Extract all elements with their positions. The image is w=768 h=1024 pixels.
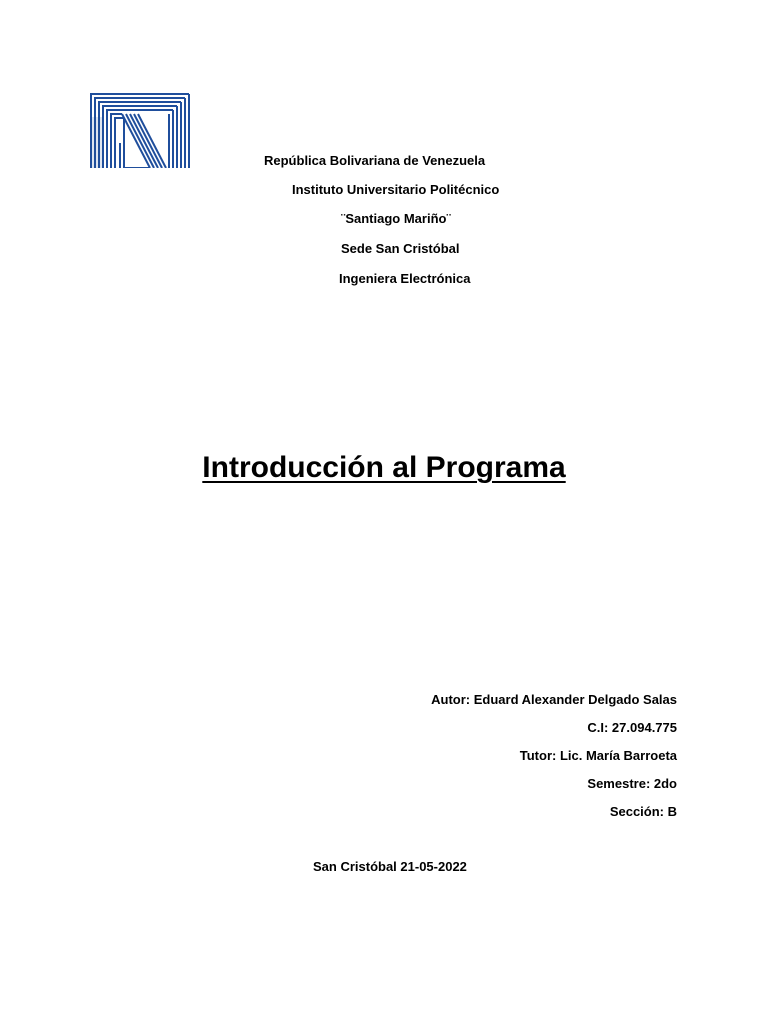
document-title: Introducción al Programa	[202, 451, 566, 484]
header-line-career: Ingeniera Electrónica	[339, 271, 471, 286]
id-number-line: C.I: 27.094.775	[587, 720, 677, 735]
section-line: Sección: B	[609, 804, 677, 819]
tutor-line: Tutor: Lic. María Barroeta	[519, 748, 677, 763]
logo-icon	[90, 93, 191, 168]
header-line-institute-name: ¨Santiago Mariño¨	[341, 211, 451, 226]
header-line-campus: Sede San Cristóbal	[341, 241, 460, 256]
header-line-institute: Instituto Universitario Politécnico	[292, 182, 500, 197]
place-date-line: San Cristóbal 21-05-2022	[313, 859, 467, 874]
semester-line: Semestre: 2do	[587, 776, 677, 791]
institution-logo	[90, 93, 191, 168]
author-line: Autor: Eduard Alexander Delgado Salas	[431, 692, 677, 707]
header-line-country: República Bolivariana de Venezuela	[264, 153, 486, 168]
